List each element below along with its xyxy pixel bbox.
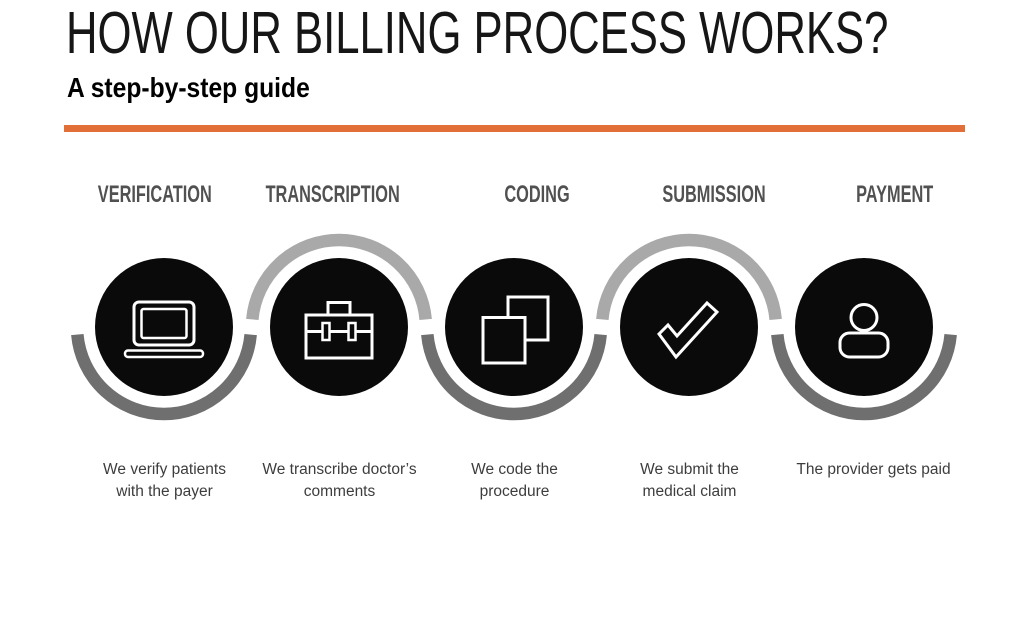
step-description-coding <box>427 459 602 503</box>
description-line: comments <box>303 483 376 500</box>
description-line: We verify patients <box>103 461 226 478</box>
description-line: medical claim <box>642 483 737 500</box>
step-description-verification <box>77 459 252 503</box>
step-label-transcription: TRANSCRIPTION <box>265 181 400 208</box>
description-line: with the payer <box>116 483 213 500</box>
step-description-payment <box>786 459 961 503</box>
description-line: We submit the <box>640 461 739 478</box>
description-line: We transcribe doctor’s <box>262 461 417 478</box>
step-label-verification: VERIFICATION <box>97 181 212 208</box>
step-descriptions-row <box>77 459 952 503</box>
page-title: HOW OUR BILLING PROCESS WORKS? <box>66 0 889 66</box>
description-line: We code the <box>471 461 558 478</box>
description-line: The provider gets paid <box>796 461 951 478</box>
step-description-transcription <box>252 459 427 503</box>
step-label-coding: CODING <box>504 181 570 208</box>
description-line: procedure <box>479 483 550 500</box>
step-circle-verification <box>95 258 233 396</box>
step-description-submission <box>602 459 777 503</box>
page-subtitle: A step-by-step guide <box>67 72 310 103</box>
step-label-submission: SUBMISSION <box>662 181 766 208</box>
step-label-payment: PAYMENT <box>856 181 934 208</box>
